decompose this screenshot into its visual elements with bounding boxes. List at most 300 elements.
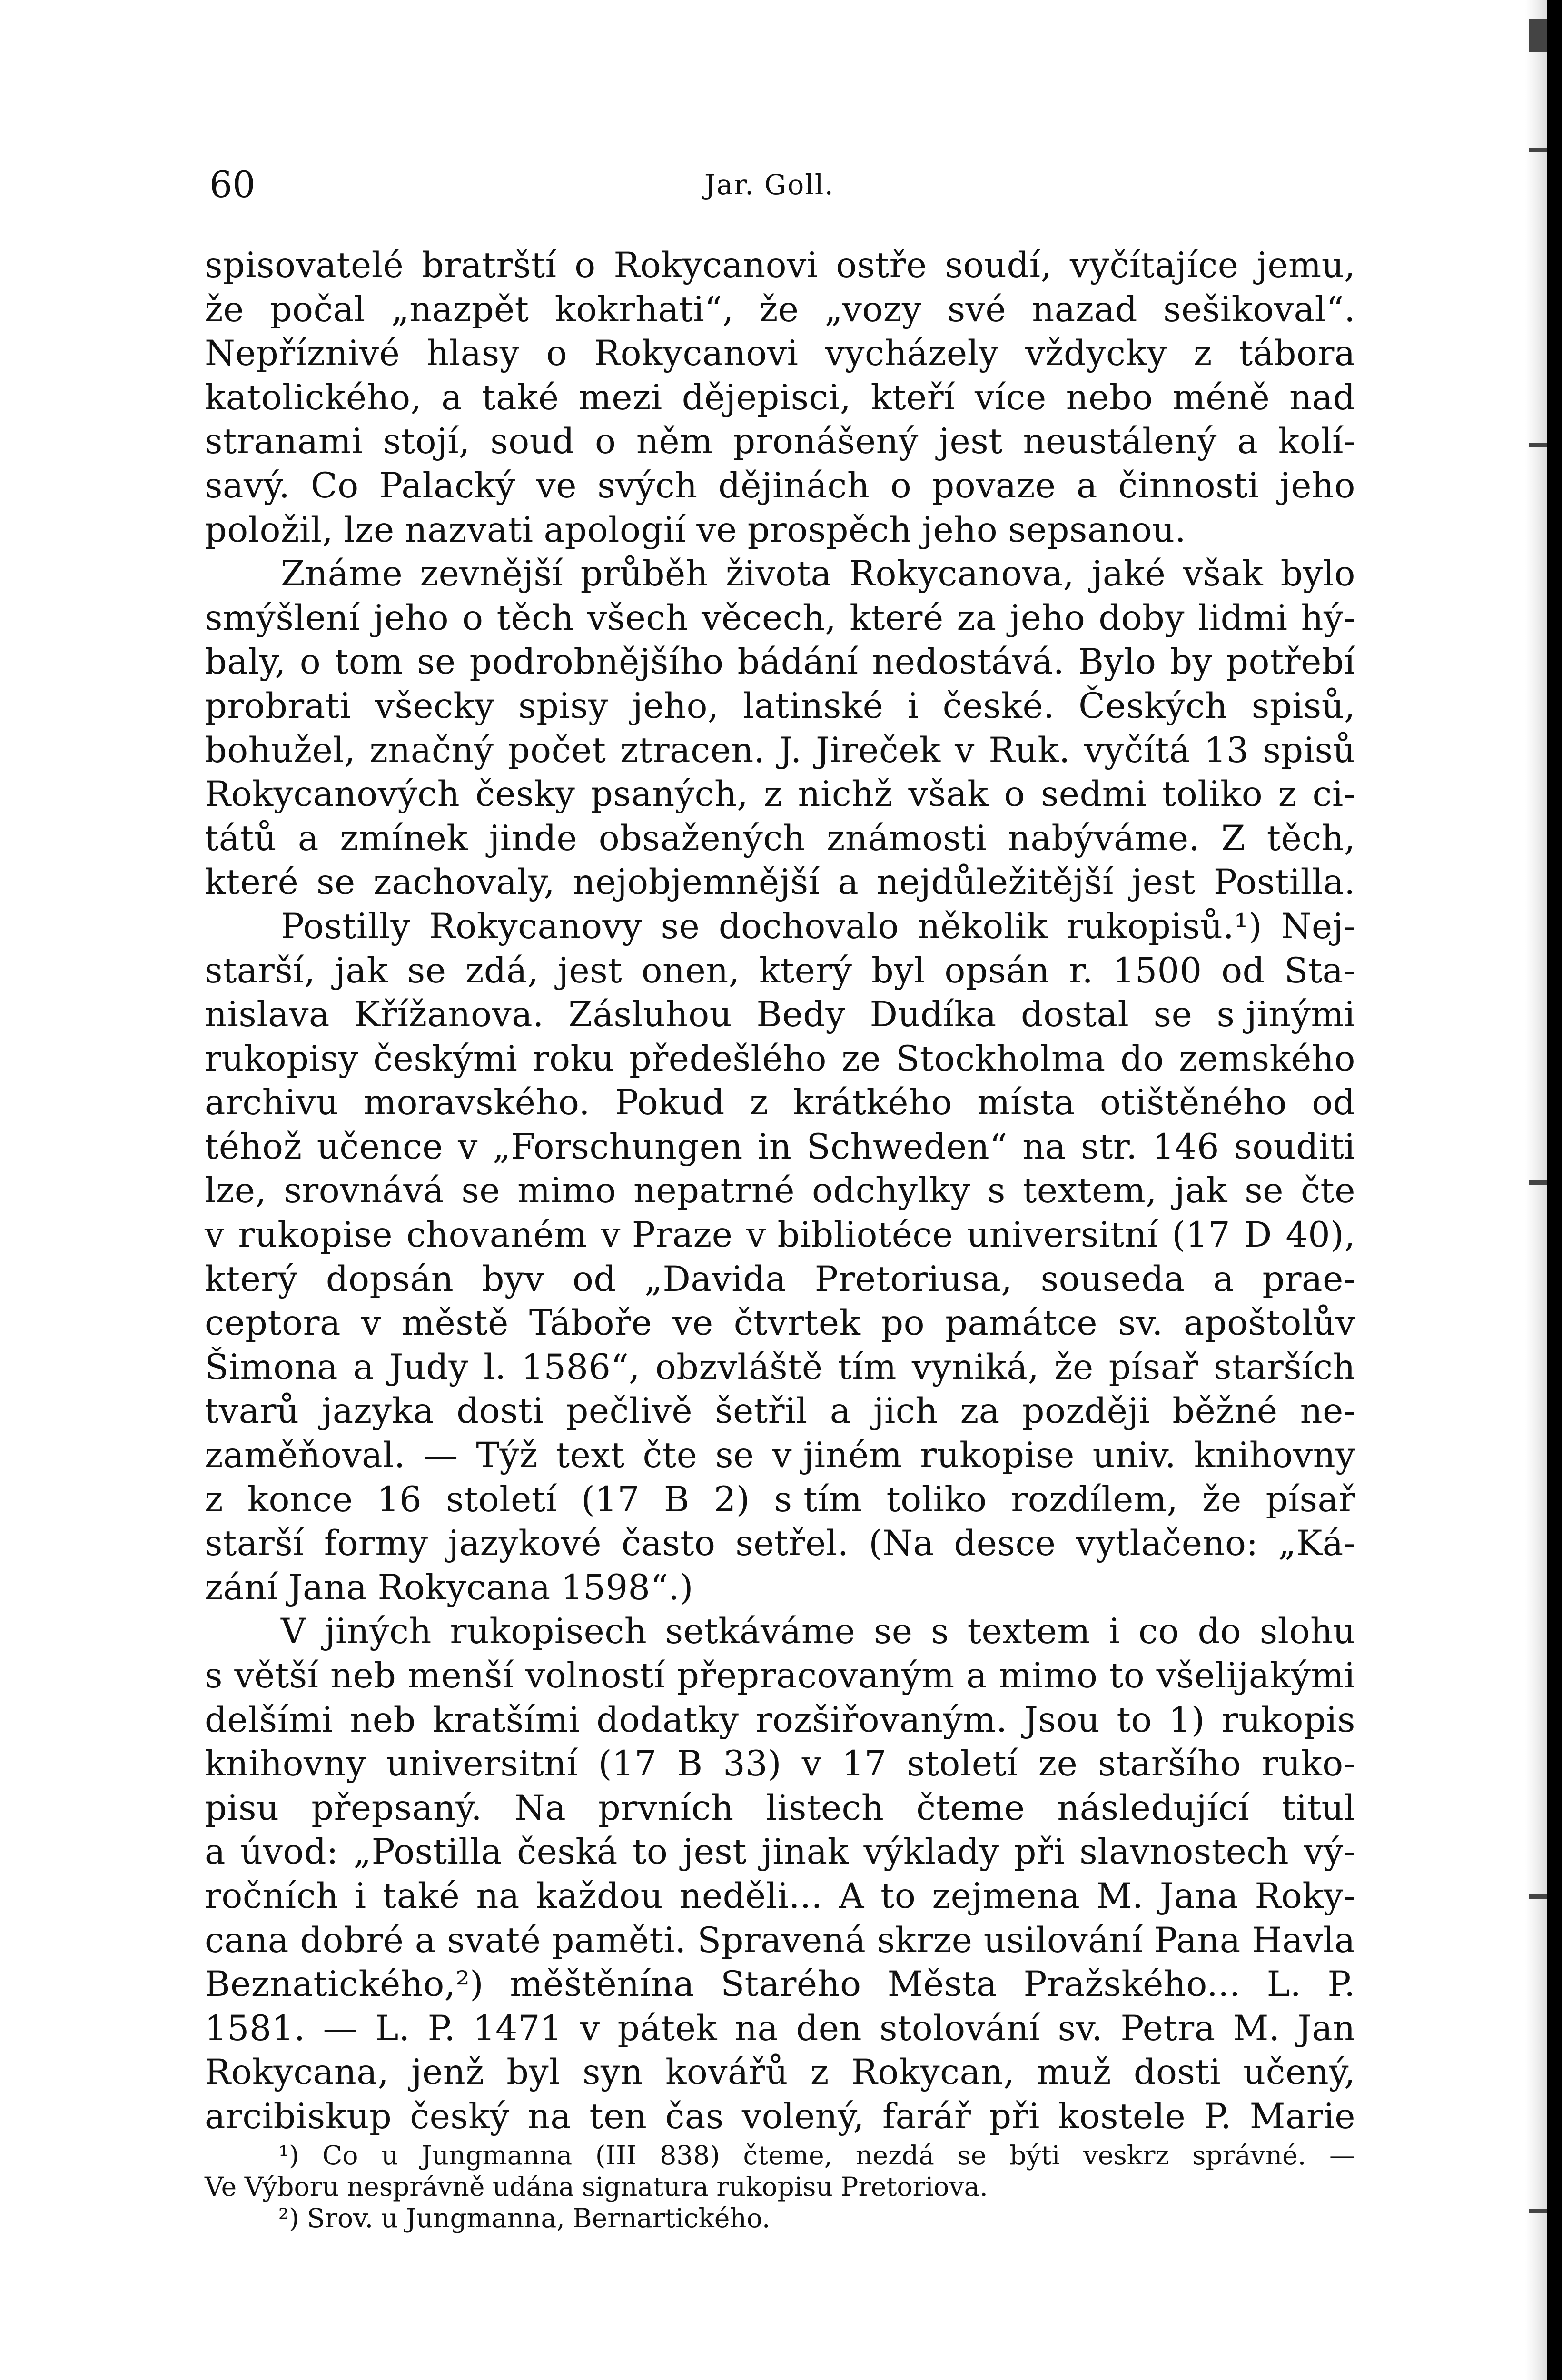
text-line [205,1213,1355,1258]
word: universitní [967,1215,1158,1256]
word: nejobjemnější [573,862,820,903]
word: o [574,245,596,286]
word: však [1183,554,1264,595]
word: doby [1098,597,1185,638]
word: pátek [617,2008,718,2049]
text-line [205,1081,1355,1125]
word: univ. [1092,1435,1176,1476]
word: „Ká- [1278,1523,1355,1564]
word: jiných [324,1611,432,1652]
text-line [205,1963,1355,2007]
word: v Praze [601,1215,733,1256]
word: výklady [863,1832,999,1873]
word: Pretoriova. [840,2172,988,2202]
word: všecky [375,685,494,726]
word: jinak [761,1832,849,1873]
word: jeho, [632,685,719,726]
word: 1500 [1112,950,1202,991]
word: tom [335,642,404,683]
word: ¹) [278,2140,299,2171]
word: to [1109,1656,1145,1696]
word: a [1076,465,1098,506]
word: a [415,1920,436,1961]
word: že [205,289,244,330]
word: Roky- [1255,1875,1355,1916]
word: Šimona [205,1347,338,1388]
word: podrobnějšího [469,642,724,683]
word: o [1004,774,1026,815]
edge-shadow-mark [1529,1894,1547,1899]
word: syn [582,2052,643,2093]
text-line [205,464,1355,508]
word: který [759,950,852,991]
word: veskrz [1083,2140,1169,2171]
word: Judy [389,1347,469,1388]
text-line [205,552,1355,596]
word: Na [514,1787,566,1828]
word: titul [1282,1787,1355,1828]
word: dobré [300,1920,404,1961]
footnote-line [205,2171,1355,2202]
word: na [476,1875,520,1916]
text-line [205,376,1355,420]
word: chovaném [406,1215,587,1256]
word: z [810,2052,829,2093]
edge-shadow-mark [1529,443,1547,447]
word: jest [1131,862,1196,903]
word: Rokycana [377,1567,551,1608]
word: to [1117,1699,1152,1740]
word: 40), [1285,1215,1355,1256]
word: se [416,642,456,683]
text-line [205,1786,1355,1831]
word: textem, [1022,1170,1157,1211]
word: Jana [288,1567,367,1608]
word: slohu [1259,1611,1355,1652]
word: Města [887,1964,998,2005]
word: a [1237,421,1258,462]
word: dochovalo [718,906,899,947]
word: a [297,818,319,859]
word: se [407,950,446,991]
word: dopsán [326,1259,454,1299]
word: 2) [713,1479,750,1520]
word: jemu, [1256,245,1355,286]
word: skrze [877,1920,973,1961]
word: Sta- [1284,950,1355,991]
word: universitní [386,1744,578,1785]
word: jest [682,1832,747,1873]
word: souseda [1040,1259,1185,1299]
word: že [759,289,799,330]
word: několik [918,906,1048,947]
word: 146 [1152,1126,1219,1167]
word: nazvati [405,509,534,550]
word: ruko- [1261,1744,1355,1785]
word: starší [205,1523,305,1564]
word: 838) [660,2140,720,2171]
word: čtvrtek [733,1303,861,1344]
word: rukopisu [716,2172,833,2202]
word: Postilla. [1213,862,1355,903]
word: však [908,774,989,815]
word: desce [954,1523,1056,1564]
word: jenž [411,2052,484,2093]
word: Stockholma [896,1038,1106,1079]
word: to [880,1875,916,1916]
word: neb [350,1699,416,1740]
word: Zásluhou [568,994,732,1035]
word: Rokycana, [205,2052,389,2093]
word: prae- [1262,1259,1355,1299]
word: moravského. [363,1082,590,1123]
word: z [763,774,782,815]
word: po [881,1303,925,1344]
word: kovářů [665,2052,788,2093]
word: a [205,1832,226,1873]
word: toliko [886,1479,987,1520]
word: pisu [205,1787,279,1828]
word: l. [484,1347,506,1388]
word: Palacký [379,465,516,506]
word: Týž [476,1435,538,1476]
word: hlasy [426,333,520,374]
word: udána [492,2172,574,2202]
word: formy [324,1523,428,1564]
word: P. [1204,2096,1232,2137]
word: ne- [1300,1391,1355,1432]
word: písař [1108,1347,1199,1388]
footnotes [205,2140,1355,2234]
word: Schweden“ [806,1126,1008,1167]
word: dějepisci, [682,377,851,418]
word: jinde [489,818,578,859]
word: tvarů [205,1391,299,1432]
word: něm [636,421,713,462]
word: 1586“, [521,1347,640,1388]
word: a [1213,1259,1234,1299]
text-line [205,1874,1355,1919]
word: souditi [1234,1126,1355,1167]
text-line [205,1698,1355,1743]
word: sv. [1058,2008,1103,2049]
word: kteří [870,377,955,418]
word: L. [375,2008,410,2049]
word: zmínek [340,818,468,859]
word: památce [945,1303,1098,1344]
word: stranami [205,421,363,462]
text-line [205,1610,1355,1654]
word: které [205,862,299,903]
word: vycházely [825,333,999,374]
word: nepatrné [633,1170,795,1211]
word: Jireček [816,730,941,771]
word: v [458,1126,478,1167]
word: den [796,2008,862,2049]
text-line [205,861,1355,905]
word: zdá, [465,950,539,991]
word: i [355,1875,366,1916]
word: (17 [598,1744,657,1785]
word: jazykové [448,1523,602,1564]
word: s [987,1170,1006,1211]
word: obzvláště [655,1347,823,1388]
word: dostal [1021,994,1129,1035]
word: bratrští [422,245,557,286]
word: Co [310,465,359,506]
word: stolování [879,2008,1040,2049]
word: ten [589,2096,647,2137]
word: onen, [641,950,740,991]
word: 1581. [205,2008,306,2049]
text-line [205,596,1355,641]
word: s jinými [1216,994,1355,1035]
word: Jungmanna, [405,2203,565,2233]
text-line [205,1434,1355,1478]
word: jazyka [321,1391,435,1432]
word: čte [643,1435,698,1476]
word: jaké [1091,554,1166,595]
word: Jungmanna [421,2140,573,2171]
text-line [205,1522,1355,1566]
word: kostele [1058,2096,1186,2137]
word: Rokycanovy [429,906,643,947]
word: psaných, [591,774,749,815]
word: pečlivě [566,1391,693,1432]
word: Pokud [615,1082,725,1123]
word: a [441,377,463,418]
word: úvod: [240,1832,339,1873]
word: farář [882,2096,971,2137]
word: položil, [205,509,334,550]
word: ročních [205,1875,339,1916]
word: J. [779,730,802,771]
word: rozdílem, [1011,1479,1178,1520]
word: jest [939,421,1003,462]
word: při [1014,1832,1065,1873]
text-line [205,420,1355,464]
word: konce [247,1479,353,1520]
word: v [580,2008,600,2049]
word: textem [967,1611,1091,1652]
word: odchylky [812,1170,970,1211]
word: pronášený [733,421,919,462]
word: apoštolův [1183,1303,1355,1344]
word: větší [234,1656,319,1696]
word: mezi [578,377,662,418]
word: spisů, [1251,685,1355,726]
word: B [677,1744,703,1785]
word: se [661,906,700,947]
word: opsán [944,950,1050,991]
word: (17 [1172,1215,1231,1256]
word: a [838,862,859,903]
word: přepsaný. [311,1787,483,1828]
word: (Na [869,1523,934,1564]
word: průběh [580,554,709,595]
word: Rokycanových [205,774,460,815]
word: D [1244,1215,1272,1256]
word: probrati [205,685,351,726]
word: rukopisy [205,1038,358,1079]
word: delšími [205,1699,334,1740]
word: byl [506,2052,561,2093]
word: Ruk. [989,730,1070,771]
text-line [205,1742,1355,1786]
word: Bernartického. [573,2203,771,2233]
word: v [801,1744,822,1785]
word: lze [344,509,395,550]
word: bylo [1280,554,1355,595]
word: česká [517,1832,618,1873]
text-line [205,684,1355,729]
word: lidmi [1197,597,1288,638]
word: předešlého [629,1038,827,1079]
word: při [989,2096,1040,2137]
word: Známe [281,554,403,595]
word: od [1221,950,1265,991]
word: jest [558,950,623,991]
text-line [205,949,1355,993]
word: s [205,1656,223,1696]
word: a [966,1656,988,1696]
word: o [462,597,484,638]
word: 1471 [473,2008,563,2049]
word: značný [369,730,494,771]
word: počal [269,289,366,330]
word: obsažených [598,818,806,859]
edge-shadow-mark [1529,148,1547,152]
word: ze [1038,1744,1078,1785]
word: nichž [798,774,893,815]
word: 16 [377,1479,422,1520]
word: Rokycanova, [849,554,1075,595]
word: Pretoriusa, [814,1259,1013,1299]
word: Marie [1249,2096,1355,2137]
footnote-line [205,2140,1355,2171]
text-line [205,640,1355,684]
word: těch [496,597,574,638]
word: hý- [1301,597,1355,638]
text-line [205,288,1355,332]
text-line [205,773,1355,817]
word: do [1197,1611,1242,1652]
word: knihovny [1194,1435,1355,1476]
word: rukopise [920,1435,1075,1476]
word: na [735,2008,779,2049]
word: jak [1174,1170,1228,1211]
text-line [205,2007,1355,2051]
word: tátů [205,818,277,859]
word: povaze [932,465,1056,506]
word: baly, [205,642,286,683]
body-text [205,244,1355,2139]
word: za [957,597,997,638]
page-header [209,161,1352,208]
word: „nazpět [391,289,529,330]
word: sv. [1118,1303,1163,1344]
edge-shadow-mark [1529,1180,1547,1185]
word: na [1022,1126,1066,1167]
word: o [890,465,912,506]
page-edge [1525,0,1547,2380]
word: učence [316,1126,443,1167]
word: Českých [1078,685,1228,726]
word: ostře [836,245,927,286]
word: z [1278,774,1297,815]
word: katolického, [205,377,422,418]
word: „Postilla [353,1832,503,1873]
word: Z [1221,818,1246,859]
word: ceptora [205,1303,341,1344]
word: kolí- [1278,421,1355,462]
text-line [205,905,1355,949]
word: — [323,2008,358,2049]
word: z [205,1479,223,1520]
word: také [382,1875,460,1916]
word: a [830,1391,851,1432]
word: spisy [518,685,608,726]
word: L. [1266,1964,1302,2005]
word: vytlačeno: [1076,1523,1258,1564]
word: Petra [1120,2008,1216,2049]
word: písař [1265,1479,1355,1520]
word: prospěch [747,509,912,550]
word: života [725,554,832,595]
word: Bedy [756,994,846,1035]
word: ci- [1312,774,1355,815]
word: nislava [205,994,330,1035]
word: bohužel, [205,730,356,771]
word: r. [1069,950,1094,991]
word: Jana [1159,1875,1239,1916]
word: apologií [544,509,686,550]
word: o [299,642,321,683]
word: 1598“.) [561,1567,693,1608]
word: nebo [1066,377,1153,418]
word: v [955,730,975,771]
word: spisů [1263,730,1355,771]
word: ve [536,465,577,506]
word: M. [1096,1875,1144,1916]
word: archivu [205,1082,339,1123]
word: se [1245,1170,1284,1211]
word: čteme [916,1787,1025,1828]
text-line [205,1346,1355,1390]
text-line [205,1830,1355,1874]
word: městě [401,1303,509,1344]
word: čas [665,2096,724,2137]
footnote-line [205,2202,1355,2234]
word: soudí, [945,245,1052,286]
word: od [1312,1082,1355,1123]
word: počet [507,730,606,771]
word: — [423,1435,458,1476]
text-line [205,508,1355,553]
word: v jiném [772,1435,902,1476]
word: neděli... [679,1875,823,1916]
word: později [1022,1391,1150,1432]
word: ²) [278,2203,299,2233]
word: ve [696,509,737,550]
word: u [381,2140,398,2171]
word: zachovaly, [373,862,555,903]
word: krátkého [793,1082,952,1123]
word: se [715,1435,754,1476]
word: zaměňoval. [205,1435,405,1476]
word: volený, [741,2096,864,2137]
word: smýšlení [205,597,360,638]
